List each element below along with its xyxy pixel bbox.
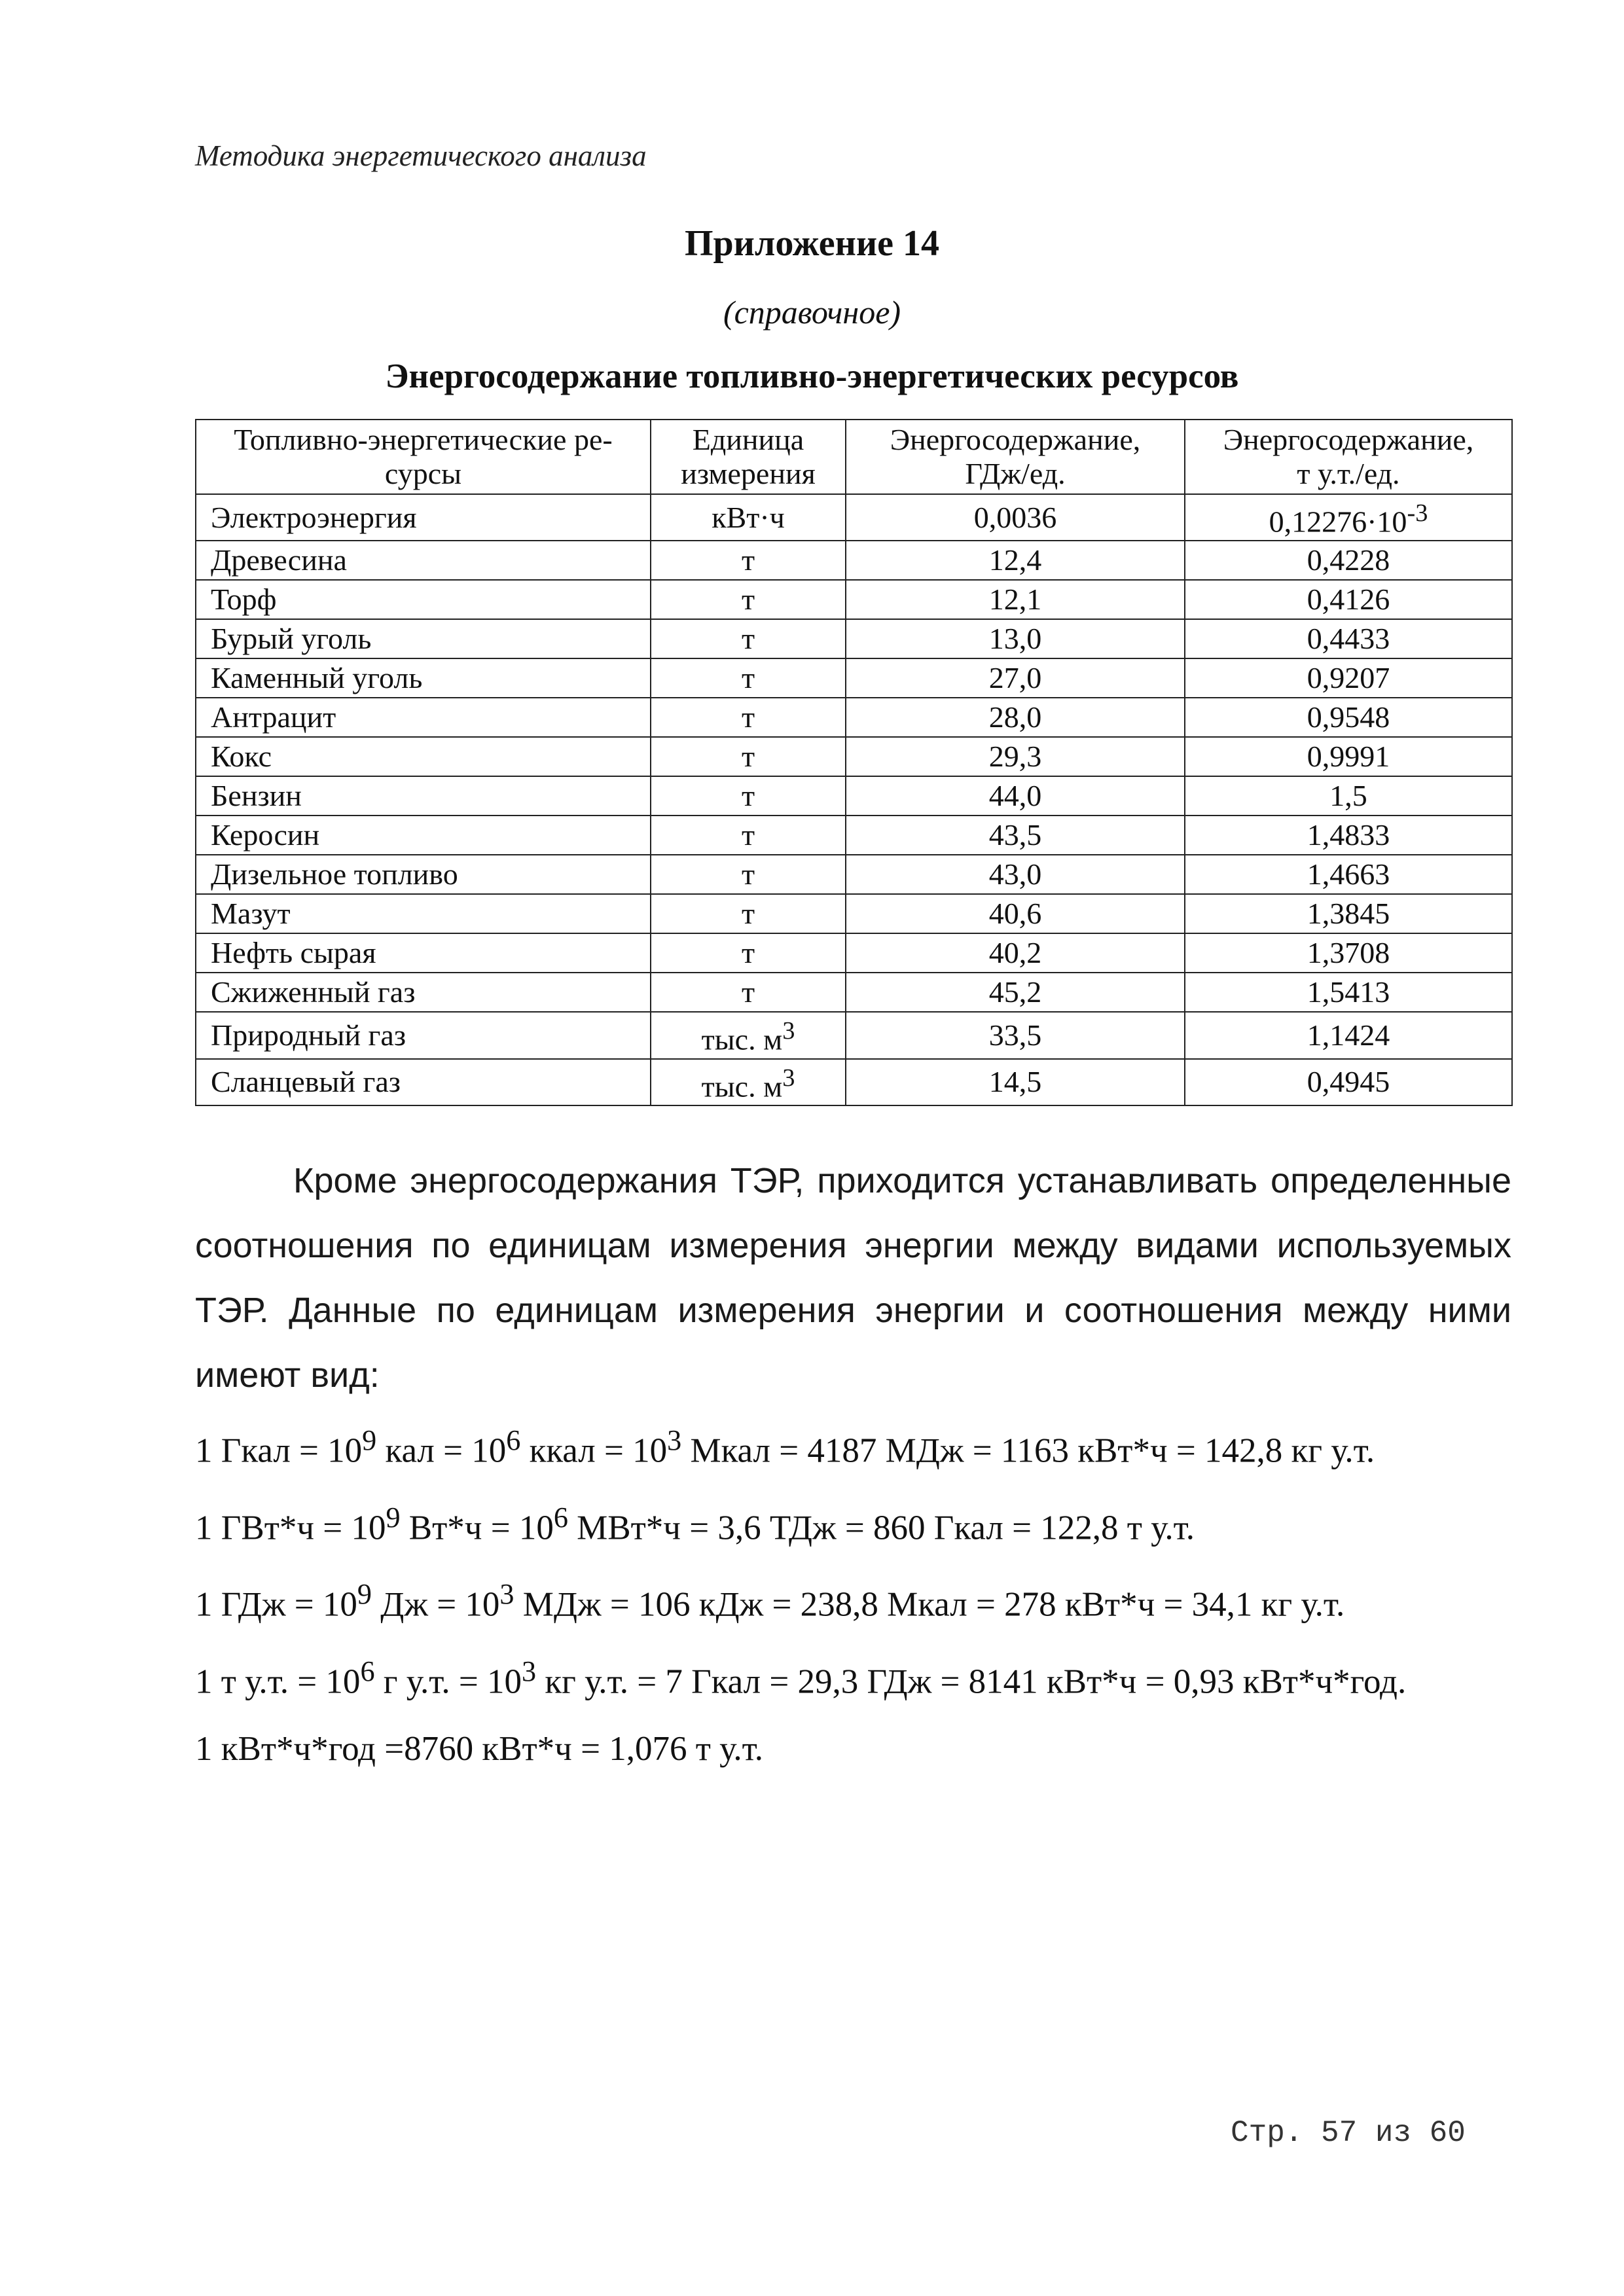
formula-text: МВт*ч = 3,6 ТДж = 860 Гкал = 122,8 т у.т.: [568, 1509, 1195, 1547]
unit-text: т: [741, 661, 755, 695]
tce-text: 1,3708: [1307, 936, 1390, 970]
tce-text: 0,12276·10: [1269, 505, 1407, 539]
energy-gj-cell: 43,5: [846, 816, 1185, 855]
table-body: [196, 494, 1512, 1105]
energy-tce-cell: [1185, 855, 1512, 894]
energy-tce-cell: [1185, 580, 1512, 619]
unit-text: т: [741, 936, 755, 970]
energy-content-table: [195, 419, 1513, 1106]
energy-tce-cell: [1185, 894, 1512, 933]
resource-name-cell: Мазут: [196, 894, 651, 933]
energy-gj-cell: 27,0: [846, 658, 1185, 698]
table-row: [196, 541, 1512, 580]
resource-name-cell: Электроэнергия: [196, 494, 651, 541]
tce-text: 1,5413: [1307, 975, 1390, 1009]
unit-text: т: [741, 897, 755, 931]
resource-name-cell: Кокс: [196, 737, 651, 776]
formula-exponent: 9: [386, 1501, 401, 1534]
tce-text: 0,9207: [1307, 661, 1390, 695]
energy-gj-cell: 0,0036: [846, 494, 1185, 541]
table-row: [196, 619, 1512, 658]
unit-cell: [651, 494, 846, 541]
energy-gj-cell: 40,2: [846, 933, 1185, 973]
column-header-unit: Единица измерения: [651, 420, 846, 494]
formula-text: Мкал = 4187 МДж = 1163 кВт*ч = 142,8 кг у.т.: [681, 1431, 1375, 1470]
table-row: [196, 494, 1512, 541]
formula-text: 1 т у.т. = 10: [195, 1662, 361, 1701]
formula-exponent: 3: [667, 1424, 682, 1456]
energy-gj-cell: 43,0: [846, 855, 1185, 894]
formula-exponent: 6: [553, 1501, 568, 1534]
column-header-resource: Топливно-энергетические ре- сурсы: [196, 420, 651, 494]
energy-gj-cell: 14,5: [846, 1059, 1185, 1105]
unit-text: т: [741, 975, 755, 1009]
unit-cell: [651, 1059, 846, 1105]
table-row: [196, 816, 1512, 855]
resource-name-cell: Дизельное топливо: [196, 855, 651, 894]
table-row: [196, 580, 1512, 619]
tce-text: 1,4833: [1307, 818, 1390, 852]
unit-cell: [651, 1012, 846, 1058]
formula-text: кг у.т. = 7 Гкал = 29,3 ГДж = 8141 кВт*ч = 0,93 кВт*ч*год.: [536, 1662, 1407, 1701]
page-number: Стр. 57 из 60: [1231, 2116, 1466, 2150]
table-title: Энергосодержание топливно-энергетических ресурсов: [385, 357, 1239, 395]
formula-text: 1 ГДж = 10: [195, 1585, 357, 1624]
column-header-energy-tce: Энергосодержание, т у.т./ед.: [1185, 420, 1512, 494]
unit-cell: [651, 619, 846, 658]
resource-name-cell: Сланцевый газ: [196, 1059, 651, 1105]
energy-tce-cell: [1185, 933, 1512, 973]
energy-tce-cell: [1185, 737, 1512, 776]
energy-tce-cell: [1185, 541, 1512, 580]
formula-text: кал = 10: [376, 1431, 507, 1470]
tce-text: 0,9991: [1307, 740, 1390, 774]
energy-tce-cell: [1185, 776, 1512, 816]
tce-text: 0,4433: [1307, 622, 1390, 656]
formula-text: 1 кВт*ч*год =8760 кВт*ч = 1,076 т у.т.: [195, 1729, 764, 1768]
tce-text: 1,5: [1329, 779, 1367, 813]
table-row: [196, 737, 1512, 776]
resource-name-cell: Бурый уголь: [196, 619, 651, 658]
tce-exponent: -3: [1407, 499, 1428, 527]
energy-gj-cell: 44,0: [846, 776, 1185, 816]
formula-line: [195, 1715, 1570, 1782]
tce-text: 1,4663: [1307, 857, 1390, 891]
unit-text: т: [741, 857, 755, 891]
table-row: [196, 933, 1512, 973]
energy-gj-cell: 12,4: [846, 541, 1185, 580]
energy-tce-cell: [1185, 494, 1512, 541]
unit-text: т: [741, 818, 755, 852]
unit-text: кВт·ч: [712, 500, 785, 534]
energy-tce-cell: [1185, 619, 1512, 658]
formula-line: [195, 1484, 1570, 1562]
energy-tce-cell: [1185, 658, 1512, 698]
appendix-title: Приложение 14: [684, 223, 940, 264]
table-row: [196, 698, 1512, 737]
energy-gj-cell: 40,6: [846, 894, 1185, 933]
formula-text: г у.т. = 10: [374, 1662, 522, 1701]
resource-name-cell: Природный газ: [196, 1012, 651, 1058]
body-paragraph: [195, 1149, 1511, 1408]
unit-text: т: [741, 583, 755, 617]
table-row: [196, 658, 1512, 698]
energy-gj-cell: 13,0: [846, 619, 1185, 658]
body-paragraph-text: Кроме энергосодержания ТЭР, приходится устанавливать определенные соотношения по единицам измерения энергии между видами используемых ТЭР. Данные по единицам измерения энергии и соотношения между ними имеют вид:: [195, 1161, 1511, 1395]
unit-text: т: [741, 700, 755, 734]
column-header-energy-gj: Энергосодержание, ГДж/ед.: [846, 420, 1185, 494]
energy-gj-cell: 45,2: [846, 973, 1185, 1012]
unit-cell: [651, 776, 846, 816]
resource-name-cell: Бензин: [196, 776, 651, 816]
table-row: [196, 894, 1512, 933]
unit-text: т: [741, 740, 755, 774]
resource-name-cell: Торф: [196, 580, 651, 619]
formula-text: 1 Гкал = 10: [195, 1431, 363, 1470]
energy-gj-cell: 33,5: [846, 1012, 1185, 1058]
resource-name-cell: Керосин: [196, 816, 651, 855]
tce-text: 0,9548: [1307, 700, 1390, 734]
formula-text: ккал = 10: [520, 1431, 668, 1470]
formula-text: 1 ГВт*ч = 10: [195, 1509, 386, 1547]
unit-cell: [651, 698, 846, 737]
appendix-subtitle: (справочное): [723, 294, 901, 331]
formula-line: [195, 1561, 1570, 1638]
table-row: [196, 855, 1512, 894]
resource-name-cell: Каменный уголь: [196, 658, 651, 698]
unit-cell: [651, 580, 846, 619]
unit-cell: [651, 855, 846, 894]
formula-exponent: 3: [499, 1578, 514, 1611]
energy-tce-cell: [1185, 1059, 1512, 1105]
unit-text: т: [741, 622, 755, 656]
resource-name-cell: Сжиженный газ: [196, 973, 651, 1012]
energy-gj-cell: 29,3: [846, 737, 1185, 776]
formula-exponent: 9: [357, 1578, 372, 1611]
unit-text: тыс. м: [701, 1022, 783, 1056]
table-row: [196, 973, 1512, 1012]
tce-text: 1,3845: [1307, 897, 1390, 931]
energy-tce-cell: [1185, 698, 1512, 737]
unit-cell: [651, 816, 846, 855]
resource-name-cell: Антрацит: [196, 698, 651, 737]
tce-text: 0,4126: [1307, 583, 1390, 617]
table-row: [196, 776, 1512, 816]
tce-text: 1,1424: [1307, 1018, 1390, 1052]
running-header: Методика энергетического анализа: [195, 139, 647, 172]
unit-superscript: 3: [782, 1017, 795, 1045]
table-row: [196, 1059, 1512, 1105]
unit-superscript: 3: [782, 1064, 795, 1092]
tce-text: 0,4945: [1307, 1065, 1390, 1099]
energy-gj-cell: 12,1: [846, 580, 1185, 619]
unit-text: т: [741, 543, 755, 577]
unit-cell: [651, 658, 846, 698]
energy-tce-cell: [1185, 816, 1512, 855]
formula-text: Дж = 10: [371, 1585, 500, 1624]
formula-exponent: 3: [522, 1655, 537, 1687]
energy-tce-cell: [1185, 1012, 1512, 1058]
unit-text: тыс. м: [701, 1069, 783, 1103]
unit-text: т: [741, 779, 755, 813]
formula-exponent: 6: [360, 1655, 375, 1687]
unit-conversion-formulas: [195, 1407, 1570, 1782]
formula-text: МДж = 106 кДж = 238,8 Мкал = 278 кВт*ч = 34,1 кг у.т.: [514, 1585, 1345, 1624]
resource-name-cell: Нефть сырая: [196, 933, 651, 973]
resource-name-cell: Древесина: [196, 541, 651, 580]
formula-exponent: 6: [506, 1424, 521, 1456]
tce-text: 0,4228: [1307, 543, 1390, 577]
table-row: [196, 1012, 1512, 1058]
energy-gj-cell: 28,0: [846, 698, 1185, 737]
unit-cell: [651, 933, 846, 973]
formula-exponent: 9: [362, 1424, 377, 1456]
unit-cell: [651, 541, 846, 580]
unit-cell: [651, 894, 846, 933]
formula-text: Вт*ч = 10: [400, 1509, 554, 1547]
formula-line: [195, 1407, 1570, 1484]
energy-tce-cell: [1185, 973, 1512, 1012]
unit-cell: [651, 973, 846, 1012]
unit-cell: [651, 737, 846, 776]
formula-line: [195, 1638, 1570, 1715]
table-header-row: [196, 420, 1512, 494]
